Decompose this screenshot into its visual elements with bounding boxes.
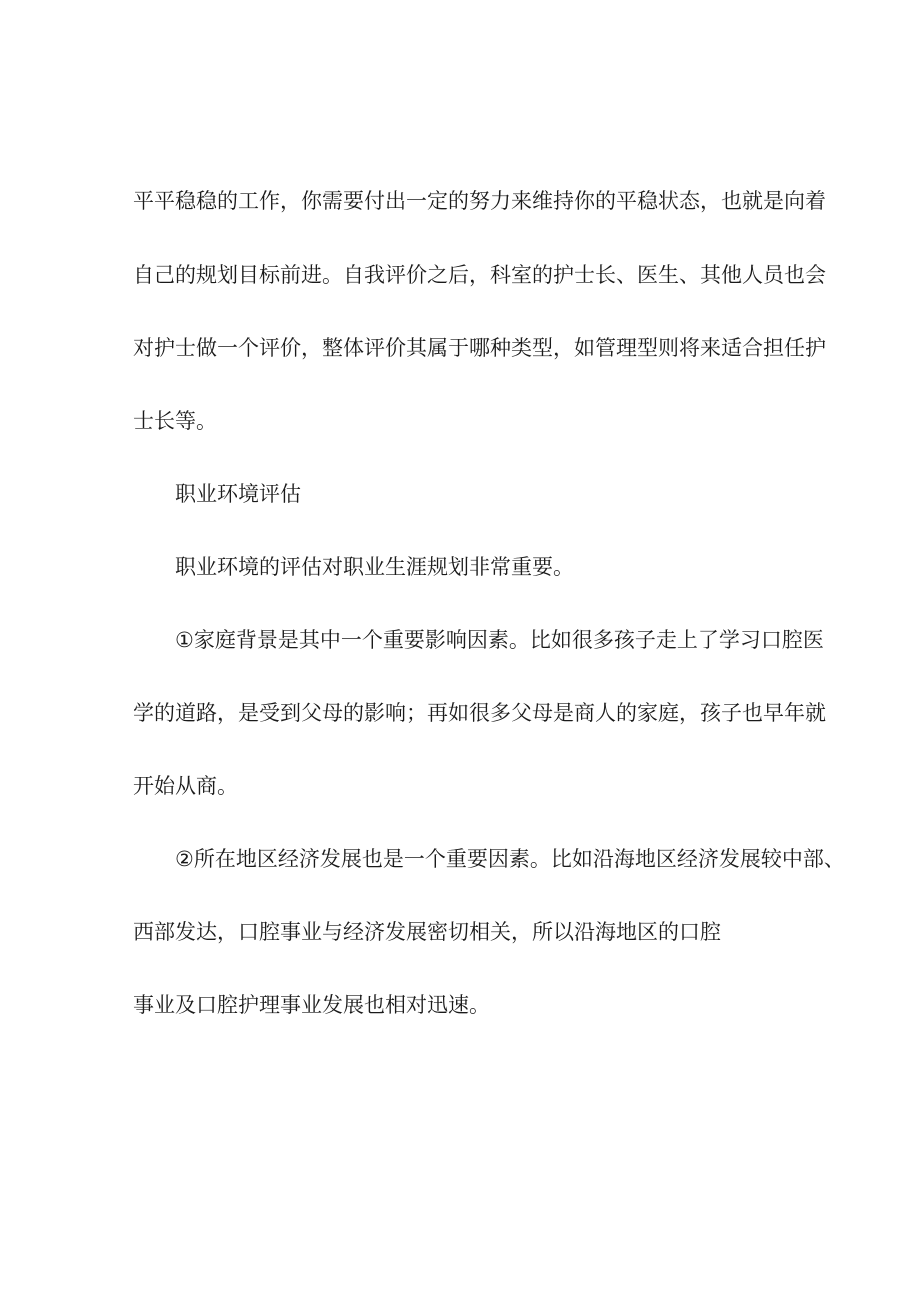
paragraph-line-6: ①家庭背景是其中一个重要影响因素。比如很多孩子走上了学习口腔医: [175, 628, 824, 652]
paragraph-line-3: 对护士做一个评价，整体评价其属于哪种类型，如管理型则将来适合担任护: [133, 336, 826, 360]
paragraph-line-9: ②所在地区经济发展也是一个重要因素。比如沿海地区经济发展较中部、: [175, 847, 845, 871]
paragraph-line-11: 事业及口腔护理事业发展也相对迅速。: [133, 993, 490, 1017]
section-heading: 职业环境评估: [175, 482, 301, 506]
paragraph-line-1: 平平稳稳的工作，你需要付出一定的努力来维持你的平稳状态，也就是向着: [133, 189, 826, 213]
paragraph-line-2: 自己的规划目标前进。自我评价之后，科室的护士长、医生、其他人员也会: [133, 263, 826, 287]
paragraph-line-7: 学的道路，是受到父母的影响；再如很多父母是商人的家庭，孩子也早年就: [133, 701, 826, 725]
paragraph-line-8: 开始从商。: [133, 774, 238, 798]
paragraph-line-5: 职业环境的评估对职业生涯规划非常重要。: [175, 555, 574, 579]
paragraph-line-10: 西部发达，口腔事业与经济发展密切相关，所以沿海地区的口腔: [133, 920, 721, 944]
paragraph-line-4: 士长等。: [133, 409, 217, 433]
